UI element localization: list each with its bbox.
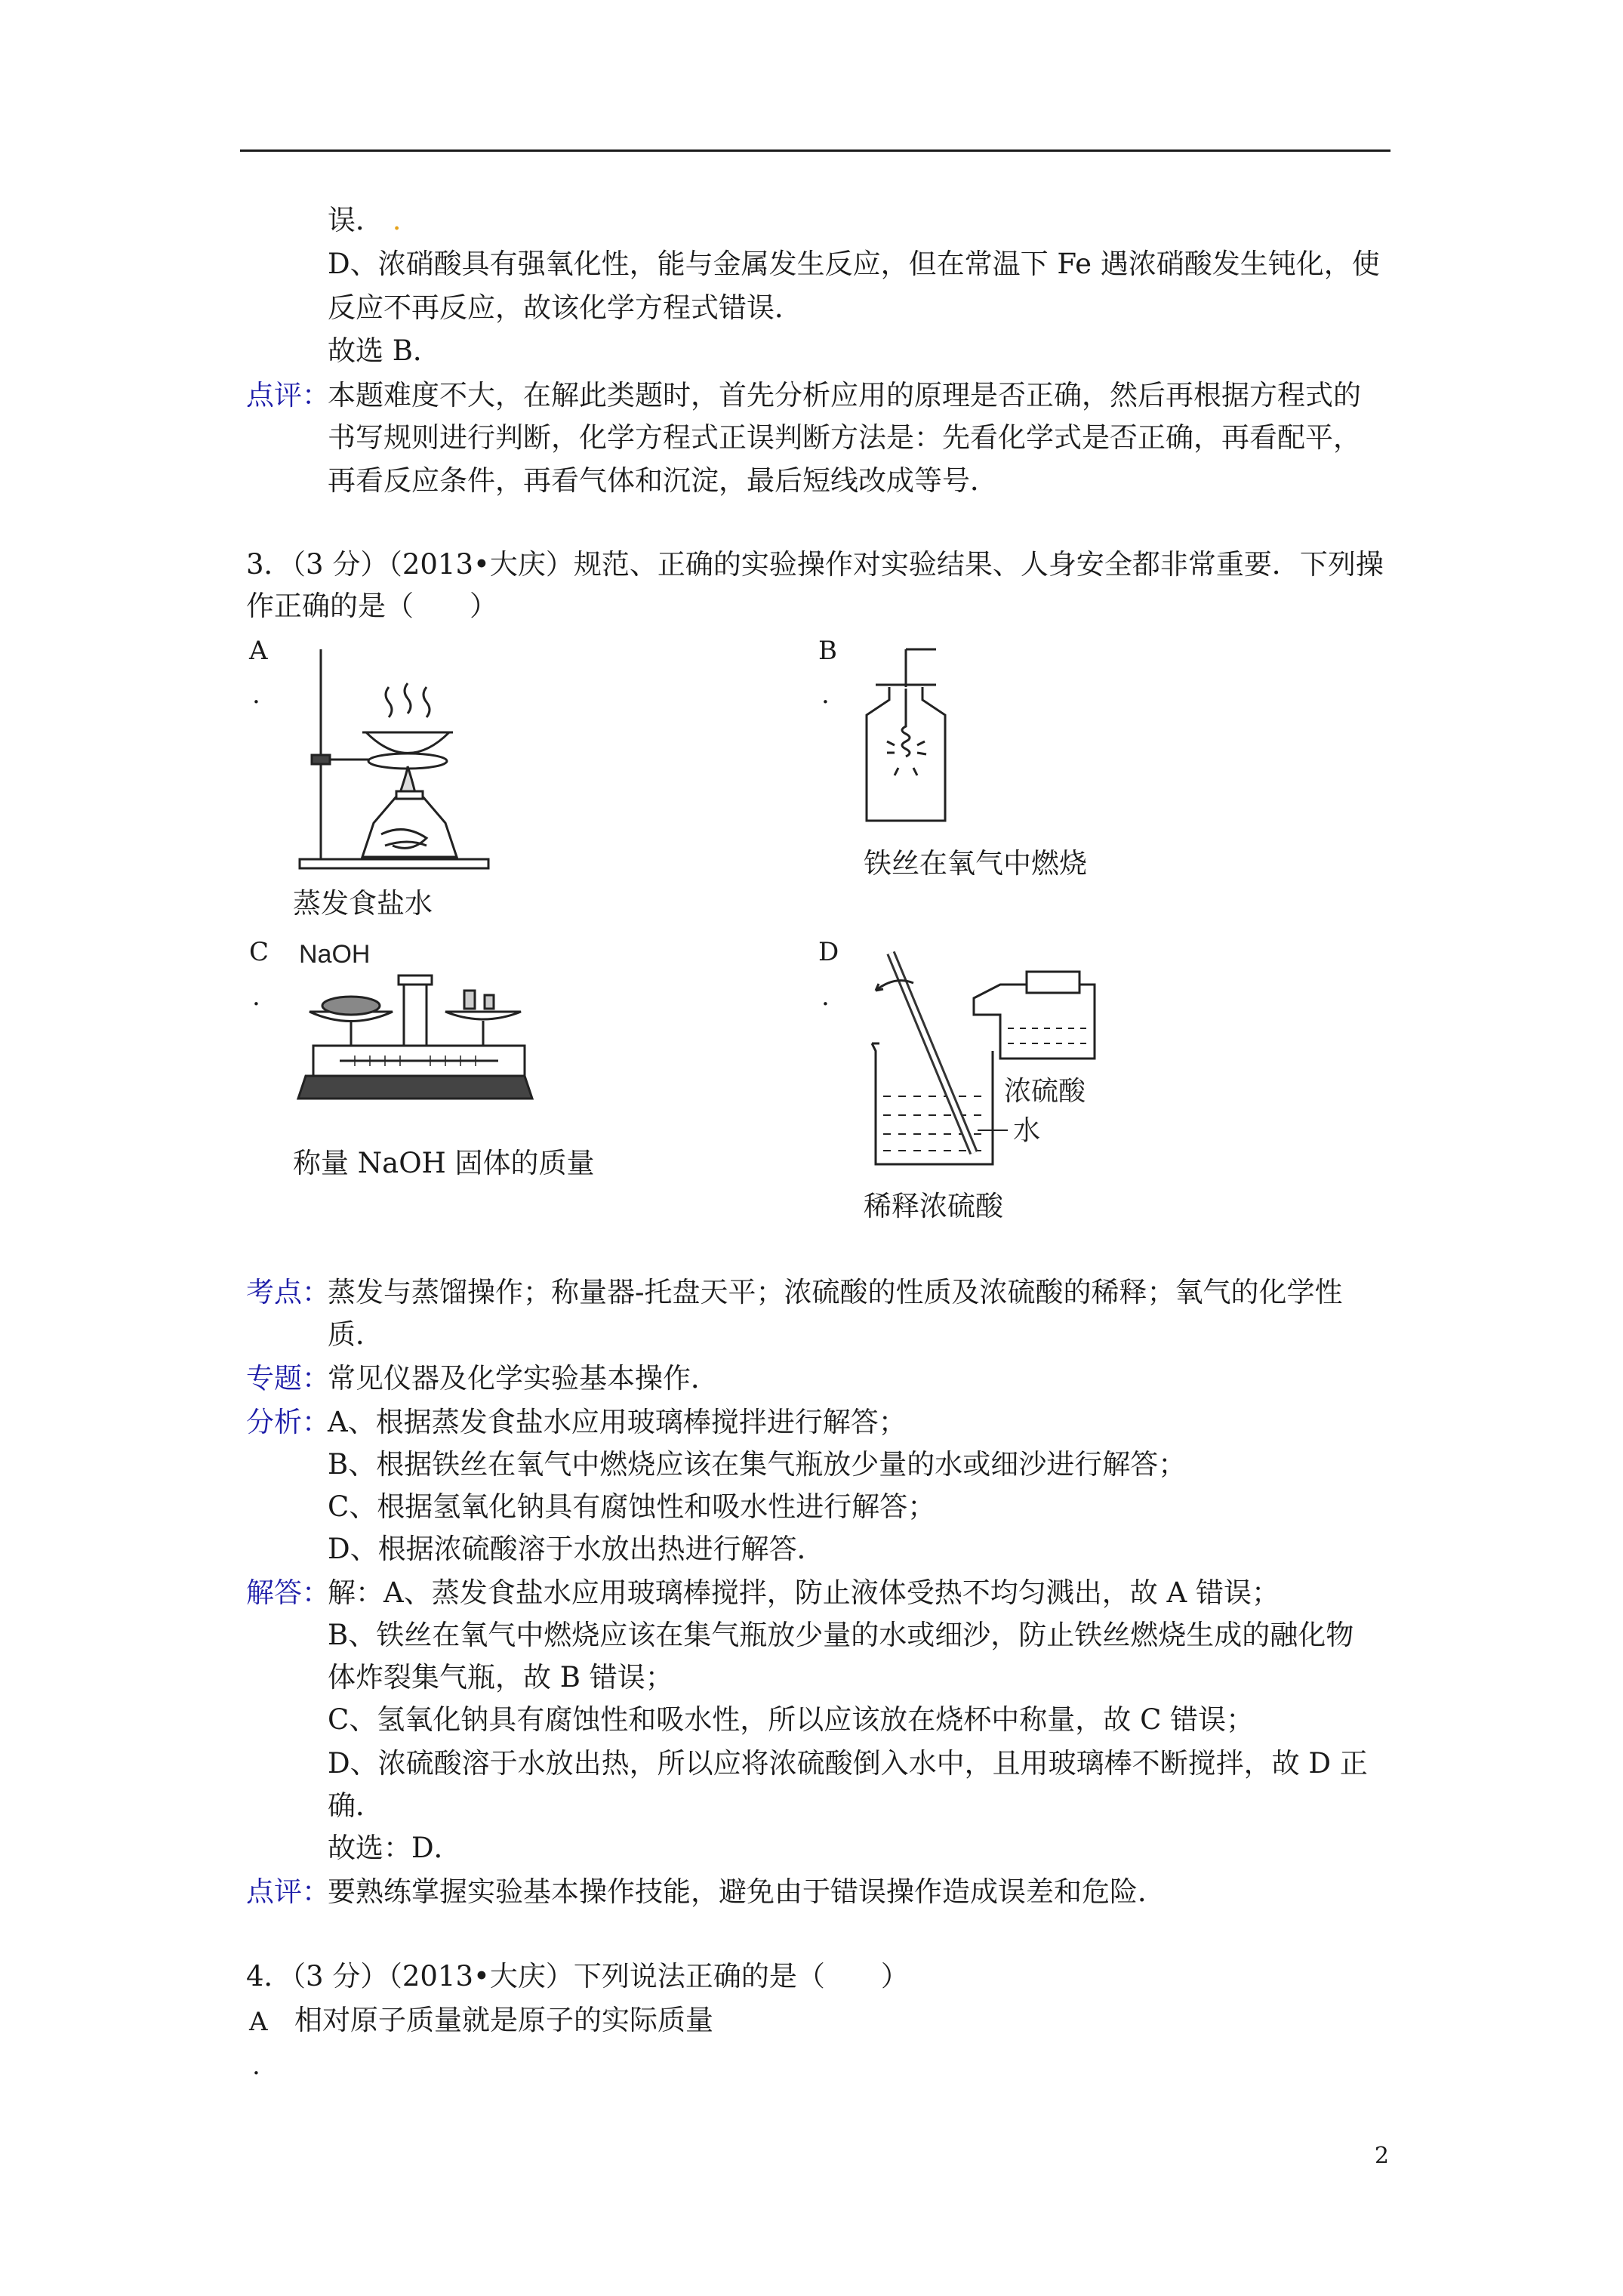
continuation-text: 误． (328, 204, 383, 236)
zhuanti-label: 专题： (246, 1362, 330, 1395)
review-line: 再看反应条件，再看气体和沉淀，最后短线改成等号． (328, 464, 998, 497)
balance-figure (294, 936, 536, 1125)
jieda-line: B、铁丝在氧气中燃烧应该在集气瓶放少量的水或细沙，防止铁丝燃烧生成的融化物 (328, 1619, 1354, 1651)
option-a-letter: A (249, 636, 268, 666)
jieda-line: C、氢氧化钠具有腐蚀性和吸水性，所以应该放在烧杯中称量，故 C 错误； (328, 1703, 1255, 1736)
continuation-line (328, 202, 402, 239)
option-d-line1: D、浓硝酸具有强氧化性，能与金属发生反应，但在常温下 Fe 遇浓硝酸发生钝化，使 (328, 248, 1380, 280)
fenxi-line: C、根据氢氧化钠具有腐蚀性和吸水性进行解答； (328, 1490, 936, 1523)
dilution-figure (861, 945, 1147, 1172)
option-c-letter: C (249, 937, 269, 967)
water-figure-label: 水 (1013, 1115, 1041, 1146)
orange-mark: . (392, 204, 402, 236)
jieda-line: 解：A、蒸发食盐水应用玻璃棒搅拌，防止液体受热不均匀溅出，故 A 错误； (328, 1576, 1280, 1609)
review-label: 点评： (246, 379, 330, 411)
option-d-line2: 反应不再反应，故该化学方程式错误． (328, 291, 802, 324)
q3-line1: 3．（3 分）（2013•大庆）规范、正确的实验操作对实验结果、人身安全都非常重要．下列操 (246, 548, 1384, 581)
option-c-caption: 称量 NaOH 固体的质量 (293, 1147, 595, 1179)
fenxi-label: 分析： (246, 1406, 330, 1438)
q3-line2: 作正确的是（ ） (246, 590, 497, 622)
q4-option-a-letter: A (249, 2007, 268, 2037)
jieda-label: 解答： (246, 1576, 330, 1609)
q4-option-a-text: 相对原子质量就是原子的实际质量 (294, 2004, 713, 2036)
q4-option-a-dot: . (252, 2051, 260, 2081)
option-b-letter: B (818, 636, 837, 666)
choose-b: 故选 B． (328, 334, 441, 367)
page-number: 2 (1374, 2143, 1389, 2169)
kaodian-label: 考点： (246, 1276, 330, 1308)
header-rule (240, 149, 1390, 152)
naoh-figure-label: NaOH (299, 940, 371, 969)
evaporation-apparatus-figure (291, 642, 502, 876)
kaodian-line: 质． (328, 1318, 383, 1351)
fenxi-line: D、根据浓硫酸溶于水放出热进行解答． (328, 1533, 825, 1565)
q4-line1: 4．（3 分）（2013•大庆）下列说法正确的是（ ） (246, 1960, 909, 1992)
option-c-dot: . (252, 982, 260, 1012)
option-d-dot: . (821, 982, 830, 1012)
fenxi-line: B、根据铁丝在氧气中燃烧应该在集气瓶放少量的水或细沙进行解答； (328, 1448, 1187, 1481)
jieda-line: 故选：D． (328, 1832, 462, 1864)
option-a-dot: . (252, 680, 260, 710)
option-b-dot: . (821, 680, 830, 710)
kaodian-line: 蒸发与蒸馏操作；称量器-托盘天平；浓硫酸的性质及浓硫酸的稀释；氧气的化学性 (328, 1276, 1343, 1308)
option-a-caption: 蒸发食盐水 (293, 887, 433, 920)
acid-figure-label: 浓硫酸 (1004, 1076, 1086, 1107)
dianping-label: 点评： (246, 1875, 330, 1908)
option-b-caption: 铁丝在氧气中燃烧 (864, 847, 1087, 880)
jieda-line: 确． (328, 1789, 383, 1822)
jieda-line: D、浓硫酸溶于水放出热，所以应将浓硫酸倒入水中，且用玻璃棒不断搅拌，故 D 正 (328, 1747, 1368, 1780)
option-d-caption: 稀释浓硫酸 (864, 1190, 1003, 1222)
review-line: 本题难度不大，在解此类题时，首先分析应用的原理是否正确，然后再根据方程式的 (328, 379, 1361, 411)
dianping-text: 要熟练掌握实验基本操作技能，避免由于错误操作造成误差和危险． (328, 1875, 1166, 1908)
zhuanti-text: 常见仪器及化学实验基本操作． (328, 1362, 719, 1395)
jieda-line: 体炸裂集气瓶，故 B 错误； (328, 1661, 673, 1693)
option-d-letter: D (818, 937, 839, 967)
fenxi-line: A、根据蒸发食盐水应用玻璃棒搅拌进行解答； (328, 1406, 907, 1438)
gas-bottle-figure (853, 643, 966, 832)
review-line: 书写规则进行判断，化学方程式正误判断方法是：先看化学式是否正确，再看配平， (328, 421, 1361, 454)
